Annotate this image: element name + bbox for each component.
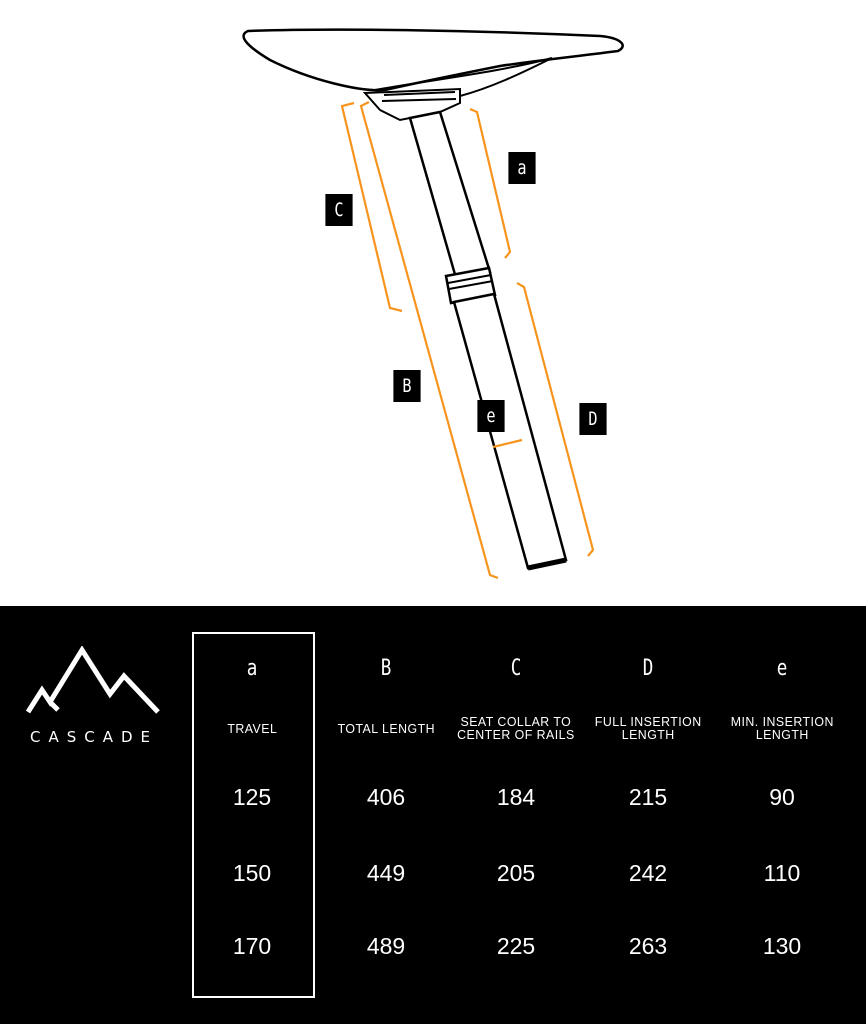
label-b: B	[393, 370, 420, 402]
spec-value: 170	[232, 933, 272, 959]
mountain-logo-icon	[24, 646, 164, 718]
brand-logo	[24, 646, 164, 746]
column-description: TRAVEL	[227, 720, 277, 736]
spec-value: 406	[366, 784, 406, 810]
column-letter: a	[246, 656, 258, 681]
spec-column-b	[321, 606, 451, 1024]
spec-value: 215	[628, 784, 668, 810]
spec-value: 489	[366, 933, 406, 959]
spec-table	[0, 606, 866, 1024]
column-letter: B	[380, 656, 392, 681]
upper-tube	[410, 112, 490, 278]
spec-column-a	[187, 606, 317, 1024]
column-letter: C	[510, 656, 522, 681]
spec-value: 90	[769, 784, 795, 810]
lower-tube	[454, 294, 566, 568]
spec-value: 242	[628, 860, 668, 886]
column-description: MIN. INSERTION LENGTH	[730, 714, 834, 742]
spec-value: 125	[232, 784, 272, 810]
column-description: SEAT COLLAR TO CENTER OF RAILS	[457, 714, 575, 742]
spec-value: 184	[496, 784, 536, 810]
spec-value: 130	[762, 933, 802, 959]
brand-name: CASCADE	[29, 728, 159, 746]
spec-column-e	[717, 606, 847, 1024]
spec-column-d	[583, 606, 713, 1024]
spec-value: 225	[496, 933, 536, 959]
spec-column-c	[451, 606, 581, 1024]
spec-value: 205	[496, 860, 536, 886]
label-a: a	[508, 152, 535, 184]
label-e: e	[477, 400, 504, 432]
column-letter: D	[642, 656, 654, 681]
spec-value: 110	[763, 860, 801, 886]
column-description: TOTAL LENGTH	[337, 720, 435, 736]
spec-value: 449	[366, 860, 406, 886]
spec-value: 150	[232, 860, 272, 886]
label-d: D	[579, 403, 606, 435]
column-letter: e	[776, 656, 788, 681]
label-c: C	[325, 194, 352, 226]
column-description: FULL INSERTION LENGTH	[594, 714, 702, 742]
spec-value: 263	[628, 933, 668, 959]
